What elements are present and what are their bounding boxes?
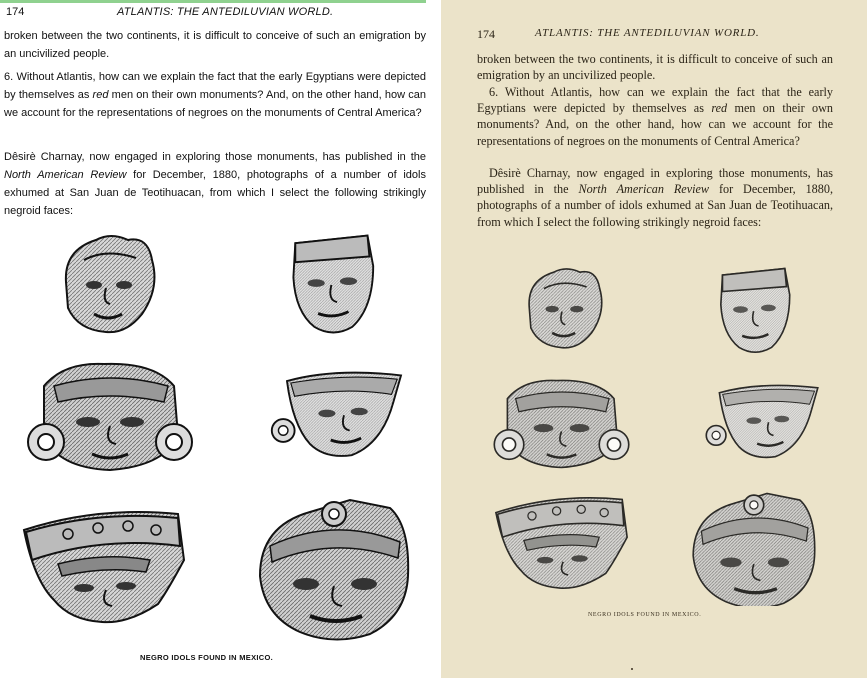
- paragraph-3: Dêsirè Charnay, now engaged in exploring those monuments, has published in the North American Review for December, 1880, photographs of a number of idols exhumed at San Juan de Teotihuacan, from which I select the following strikingly negroid faces:: [4, 151, 426, 217]
- scan-running-title: ATLANTIS: THE ANTEDILUVIAN WORLD.: [535, 27, 760, 39]
- paragraph-1: broken between the two continents, it is difficult to conceive of such an emigration by an uncivilized people.: [4, 30, 426, 60]
- scan-idol-face-3: [494, 380, 628, 467]
- idol-face-4: [272, 373, 401, 456]
- scan-idol-face-6: [693, 493, 815, 606]
- scan-paragraph-3: Dêsirè Charnay, now engaged in exploring those monuments, has published in the North American Review for December, 1880, photographs of a number of idols exhumed at San Juan de Teotihuacan, from which I select the following strikingly negroid faces:: [477, 166, 833, 229]
- scan-speck: [631, 668, 633, 670]
- right-page-scan: [441, 0, 867, 678]
- scan-idol-face-1: [529, 269, 602, 348]
- idol-face-1: [66, 236, 155, 332]
- scan-idol-face-2: [721, 269, 790, 353]
- scan-figure-caption: NEGRO IDOLS FOUND IN MEXICO.: [588, 612, 702, 618]
- scan-idol-illustration: [441, 256, 867, 606]
- paragraph-2: 6. Without Atlantis, how can we explain the fact that the early Egyptians were depicted by themselves as red men on their own monuments? And, on the other hand, how can we account for the representations of negroes on the monuments of Central America?: [4, 71, 426, 119]
- idol-face-2: [293, 236, 373, 333]
- scan-paragraph-2: 6. Without Atlantis, how can we explain the fact that the early Egyptians were depicted by themselves as red men on their own monuments? And, on the other hand, how can we account for the representations of negroes on the monuments of Central America?: [477, 85, 834, 148]
- scan-paragraph-1: broken between the two continents, it is difficult to conceive of such an emigration by an uncivilized people.: [477, 52, 833, 83]
- left-page: [0, 0, 432, 678]
- scan-page-number: 174: [477, 27, 495, 41]
- idol-illustration: [0, 224, 432, 650]
- page-number: 174: [6, 6, 25, 18]
- running-title: ATLANTIS: THE ANTEDILUVIAN WORLD.: [117, 6, 334, 18]
- idol-face-6: [260, 500, 408, 640]
- top-accent-bar: [0, 0, 426, 3]
- idol-face-3: [28, 364, 192, 470]
- scan-idol-face-5: [496, 498, 627, 588]
- idol-face-5: [24, 512, 184, 622]
- figure-caption: NEGRO IDOLS FOUND IN MEXICO.: [140, 653, 273, 662]
- scan-idol-face-4: [706, 385, 818, 457]
